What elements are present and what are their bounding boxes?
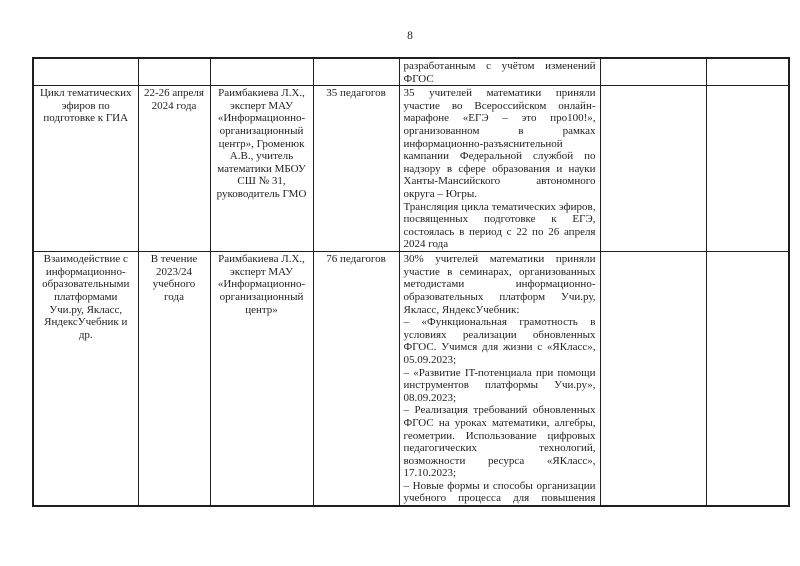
cell-responsible: Раимбакиева Л.Х., эксперт МАУ «Информационно-организационный центр» bbox=[210, 252, 313, 506]
table-row bbox=[33, 86, 789, 252]
cell-activity: Цикл тематических эфиров по подготовке к ГИА bbox=[33, 86, 138, 252]
table-row bbox=[33, 58, 789, 86]
result-paragraph: 35 учителей математики приняли участие во Всероссийском онлайн-марафоне «ЕГЭ – это про100!», организованном в рамках информационно-разъяснительной кампании Федеральной службой по надзору в сфере образования и науки Ханты-Мансийского автономного округа – Югры. bbox=[403, 87, 596, 200]
cell-responsible: Раимбакиева Л.Х., эксперт МАУ «Информационно-организационный центр», Громенюк А.В., учитель математики МБОУ СШ № 31, руководитель ГМО bbox=[210, 86, 313, 252]
cell-date bbox=[138, 58, 210, 86]
cell-participants bbox=[313, 58, 399, 86]
page-number: 8 bbox=[407, 30, 413, 42]
cell-date: В течение 2023/24 учебного года bbox=[138, 252, 210, 506]
table-row bbox=[33, 252, 789, 506]
cell-empty-1 bbox=[600, 252, 706, 506]
cell-empty-1 bbox=[600, 58, 706, 86]
result-paragraph: – Новые формы и способы организации учебного процесса для повышения bbox=[403, 479, 596, 505]
cell-participants: 76 педагогов bbox=[313, 252, 399, 506]
cell-empty-2 bbox=[706, 86, 789, 252]
cell-empty-2 bbox=[706, 252, 789, 506]
cell-activity bbox=[33, 58, 138, 86]
cell-result bbox=[399, 252, 600, 506]
result-paragraph: 30% учителей математики приняли участие в семинарах, организованных методистами информационно-образовательных платформ Учи.ру, Якласс, ЯндексУчебник: bbox=[403, 253, 596, 316]
result-paragraph: – Реализация требований обновленных ФГОС на уроках математики, алгебры, геометрии. Использование цифровых педагогических технологий, возможности ресурса «ЯКласс», 17.10.2023; bbox=[403, 404, 596, 480]
result-paragraph: – «Функциональная грамотность в условиях реализации обновленных ФГОС. Учимся для жизни с «ЯКласс», 05.09.2023; bbox=[403, 316, 596, 366]
cell-date: 22-26 апреля 2024 года bbox=[138, 86, 210, 252]
results-table bbox=[32, 57, 790, 507]
cell-activity: Взаимодействие с информационно-образовательными платформами Учи.ру, Якласс, ЯндексУчебник и др. bbox=[33, 252, 138, 506]
cell-participants: 35 педагогов bbox=[313, 86, 399, 252]
cell-empty-2 bbox=[706, 58, 789, 86]
cell-result bbox=[399, 58, 600, 86]
result-paragraph: – «Развитие IT-потенциала при помощи инструментов платформы Учи.ру», 08.09.2023; bbox=[403, 366, 596, 404]
result-paragraph: разработанным с учётом изменений ФГОС bbox=[403, 60, 596, 85]
cell-empty-1 bbox=[600, 86, 706, 252]
cell-responsible bbox=[210, 58, 313, 86]
result-paragraph: Трансляция цикла тематических эфиров, посвященных подготовке к ЕГЭ, состоялась в период с 22 по 26 апреля 2024 года bbox=[403, 200, 596, 251]
table-body bbox=[33, 58, 789, 506]
cell-result bbox=[399, 86, 600, 252]
